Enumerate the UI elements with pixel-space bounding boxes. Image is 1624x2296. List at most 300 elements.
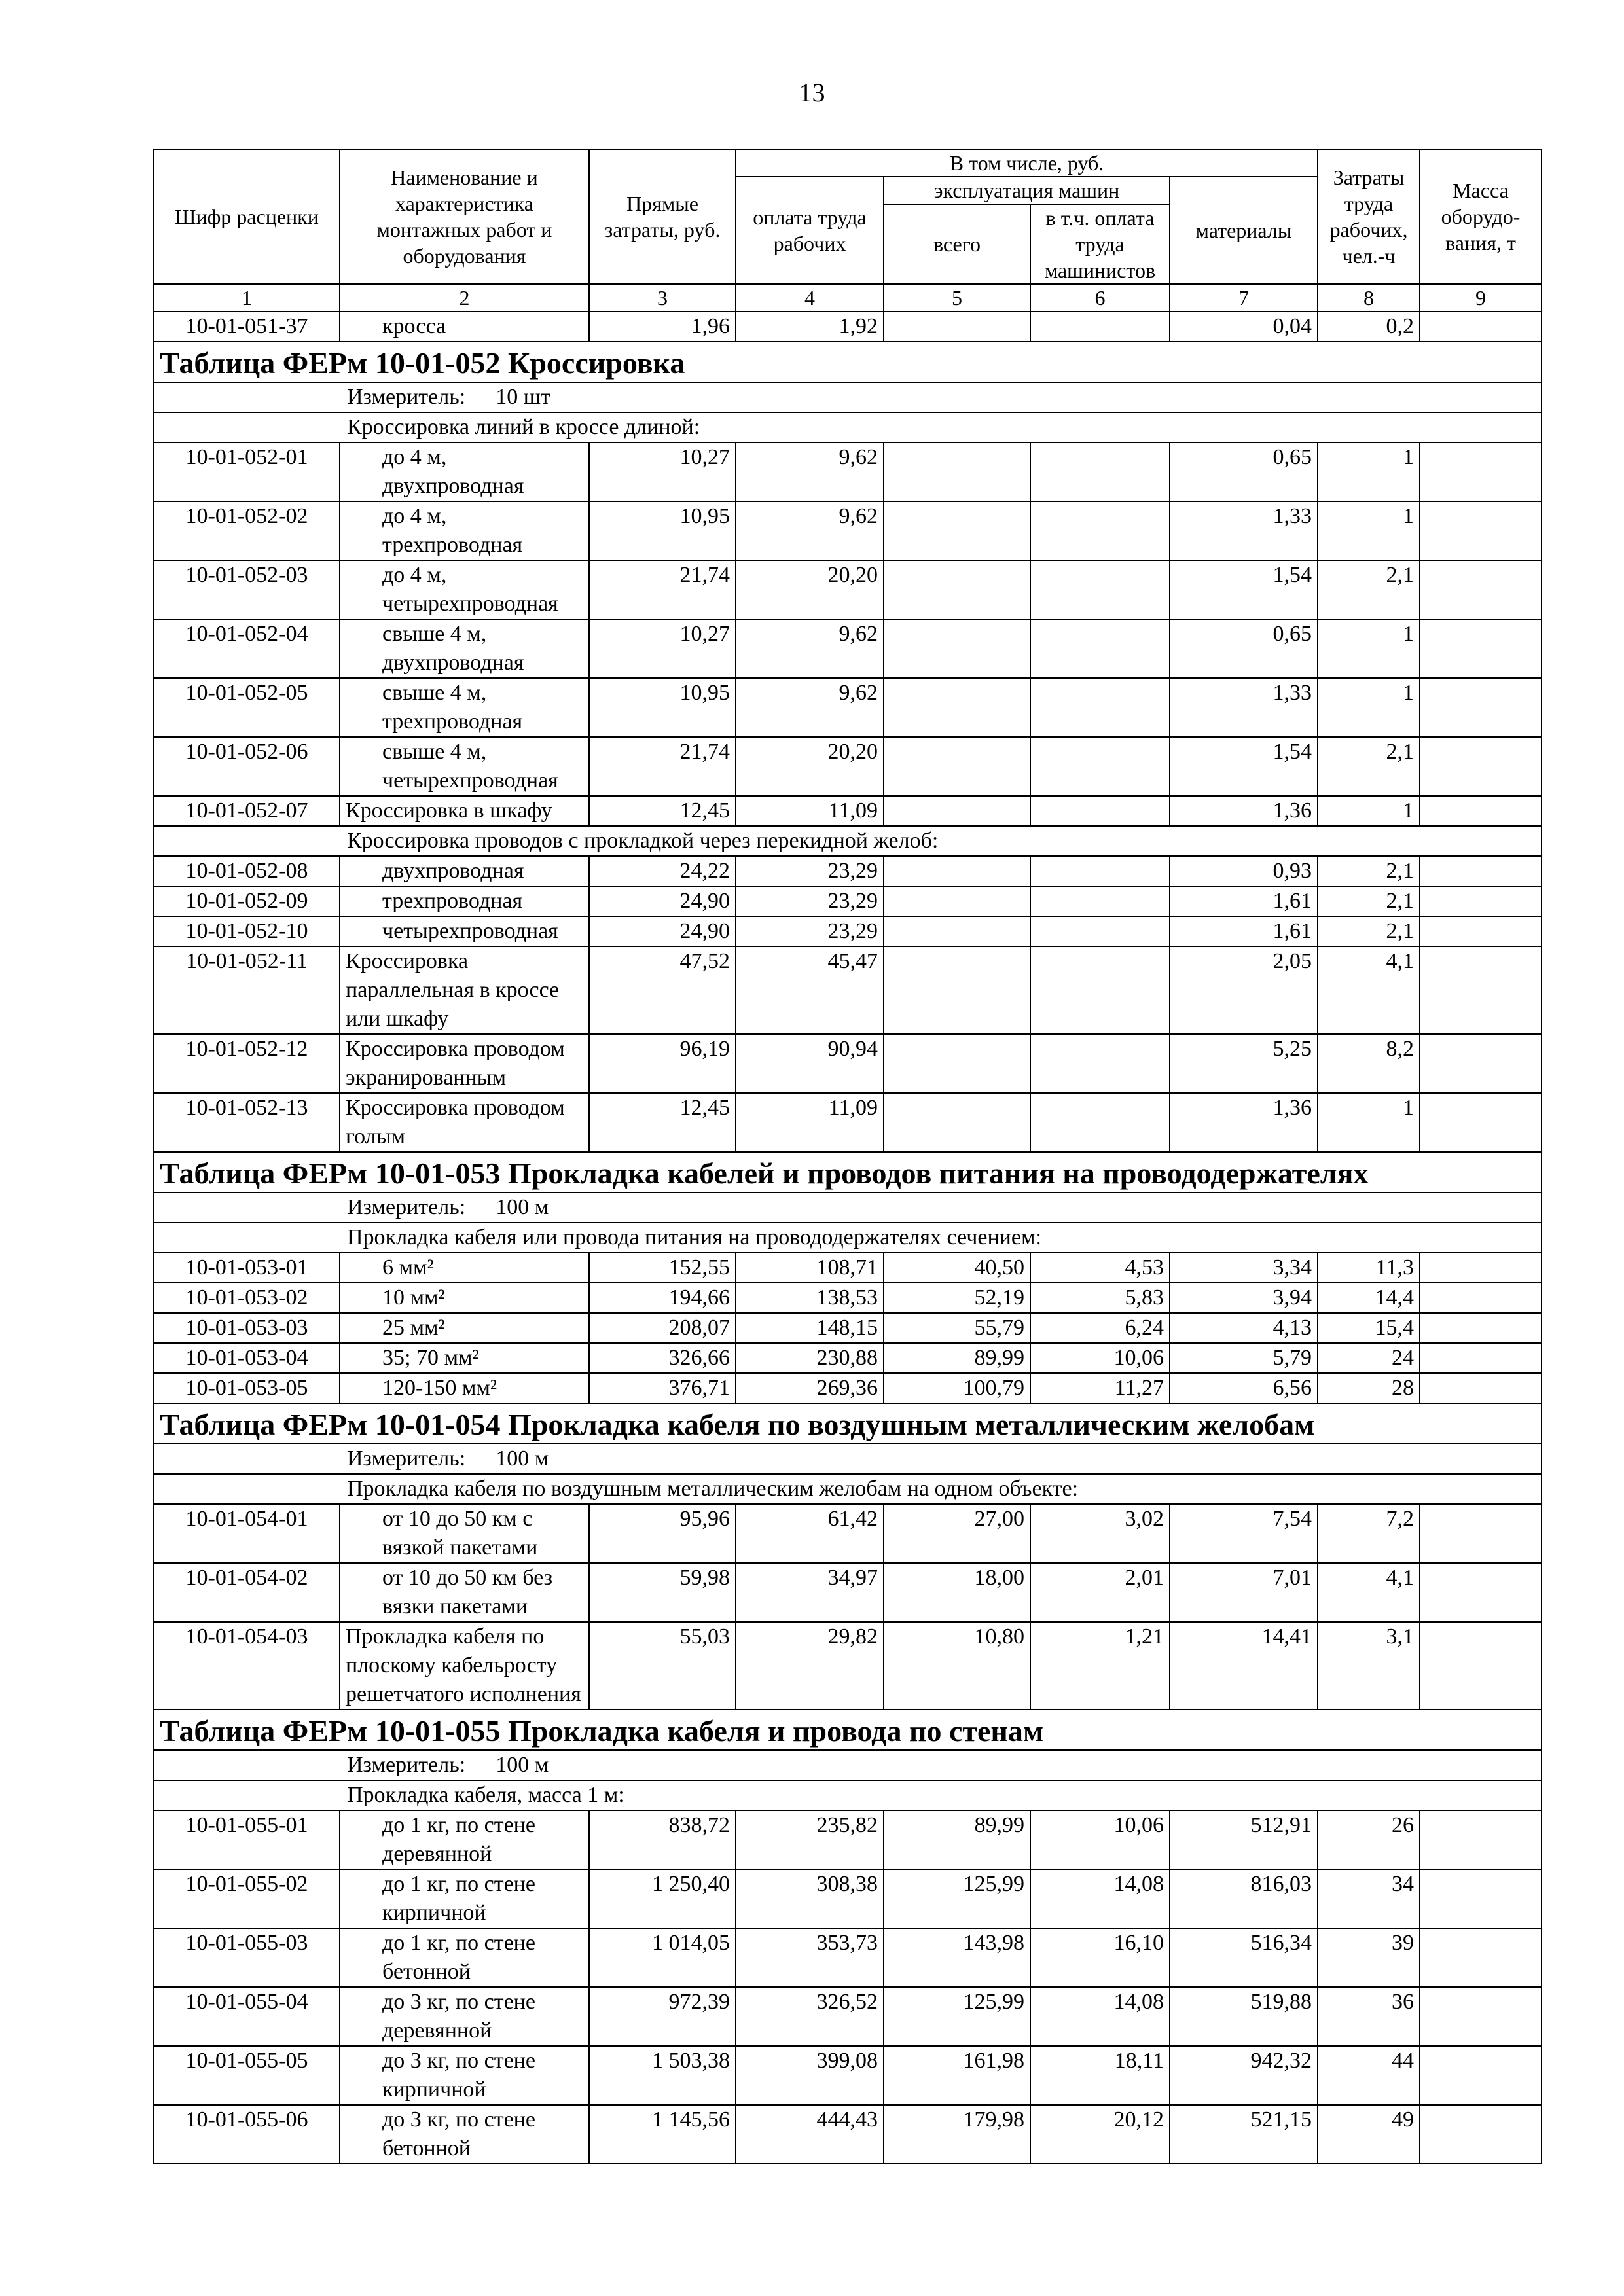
labor-pay: 9,62 — [736, 678, 884, 737]
labor-hours: 4,1 — [1318, 946, 1420, 1034]
labor-hours: 39 — [1318, 1928, 1420, 1987]
work-name: свыше 4 м, трехпроводная — [340, 678, 589, 737]
materials: 1,61 — [1170, 886, 1318, 916]
meter-value: 10 шт — [496, 385, 550, 409]
table-row — [154, 442, 1542, 501]
header-labor-cost: Затраты труда рабочих, чел.-ч — [1318, 149, 1420, 284]
materials: 816,03 — [1170, 1869, 1318, 1928]
table-row — [154, 619, 1542, 678]
materials: 1,54 — [1170, 560, 1318, 619]
rate-code: 10-01-053-02 — [154, 1283, 340, 1313]
labor-pay: 9,62 — [736, 442, 884, 501]
materials: 0,65 — [1170, 619, 1318, 678]
direct-cost: 59,98 — [589, 1563, 736, 1622]
work-name: 6 мм² — [340, 1253, 589, 1283]
operators-pay: 18,11 — [1030, 2046, 1170, 2105]
operators-pay: 11,27 — [1030, 1373, 1170, 1403]
operators-pay — [1030, 678, 1170, 737]
operators-pay — [1030, 312, 1170, 342]
machines-total — [884, 1093, 1030, 1152]
labor-hours: 2,1 — [1318, 886, 1420, 916]
operators-pay — [1030, 856, 1170, 886]
table-row — [154, 501, 1542, 560]
work-name: от 10 до 50 км без вязки пакетами — [340, 1563, 589, 1622]
machines-total: 89,99 — [884, 1810, 1030, 1869]
table-row — [154, 1373, 1542, 1403]
work-name: четырехпроводная — [340, 916, 589, 946]
materials: 0,04 — [1170, 312, 1318, 342]
materials: 3,94 — [1170, 1283, 1318, 1313]
rate-code: 10-01-053-03 — [154, 1313, 340, 1343]
labor-pay: 108,71 — [736, 1253, 884, 1283]
work-name: до 3 кг, по стене кирпичной — [340, 2046, 589, 2105]
machines-total: 40,50 — [884, 1253, 1030, 1283]
equipment-mass — [1420, 1504, 1542, 1563]
machines-total: 125,99 — [884, 1987, 1030, 2046]
header-row — [154, 149, 1542, 177]
operators-pay — [1030, 619, 1170, 678]
machines-total: 179,98 — [884, 2105, 1030, 2164]
direct-cost: 21,74 — [589, 737, 736, 796]
table-row — [154, 1034, 1542, 1093]
rate-code: 10-01-054-02 — [154, 1563, 340, 1622]
labor-hours: 15,4 — [1318, 1313, 1420, 1343]
meter-label: Измеритель: — [347, 1446, 466, 1471]
operators-pay: 3,02 — [1030, 1504, 1170, 1563]
labor-pay: 20,20 — [736, 737, 884, 796]
equipment-mass — [1420, 1313, 1542, 1343]
rate-code: 10-01-055-06 — [154, 2105, 340, 2164]
work-name: до 3 кг, по стене деревянной — [340, 1987, 589, 2046]
subtitle-row — [154, 1474, 1542, 1504]
labor-pay: 1,92 — [736, 312, 884, 342]
section-title-row — [154, 1152, 1542, 1193]
rate-code: 10-01-052-02 — [154, 501, 340, 560]
meter-label: Измеритель: — [347, 1195, 466, 1219]
rate-code: 10-01-055-03 — [154, 1928, 340, 1987]
materials: 521,15 — [1170, 2105, 1318, 2164]
labor-pay: 235,82 — [736, 1810, 884, 1869]
section-title-row — [154, 342, 1542, 382]
table-row — [154, 1869, 1542, 1928]
equipment-mass — [1420, 1622, 1542, 1710]
rate-code: 10-01-052-08 — [154, 856, 340, 886]
machines-total — [884, 560, 1030, 619]
labor-pay: 90,94 — [736, 1034, 884, 1093]
labor-pay: 138,53 — [736, 1283, 884, 1313]
meter-value: 100 м — [496, 1195, 549, 1219]
rate-code: 10-01-054-01 — [154, 1504, 340, 1563]
equipment-mass — [1420, 1869, 1542, 1928]
section-title: Таблица ФЕРм 10-01-054 Прокладка кабеля по воздушным металлическим желобам — [154, 1403, 1542, 1444]
subtitle-row — [154, 412, 1542, 442]
header-mass: Масса оборудо-вания, т — [1420, 149, 1542, 284]
direct-cost: 208,07 — [589, 1313, 736, 1343]
operators-pay: 6,24 — [1030, 1313, 1170, 1343]
operators-pay — [1030, 560, 1170, 619]
work-name: двухпроводная — [340, 856, 589, 886]
table-row — [154, 916, 1542, 946]
equipment-mass — [1420, 501, 1542, 560]
header-including: В том числе, руб. — [736, 149, 1318, 177]
column-number: 2 — [340, 284, 589, 312]
direct-cost: 96,19 — [589, 1034, 736, 1093]
labor-hours: 1 — [1318, 1093, 1420, 1152]
operators-pay: 5,83 — [1030, 1283, 1170, 1313]
operators-pay: 1,21 — [1030, 1622, 1170, 1710]
work-name: до 1 кг, по стене кирпичной — [340, 1869, 589, 1928]
materials: 512,91 — [1170, 1810, 1318, 1869]
equipment-mass — [1420, 1283, 1542, 1313]
equipment-mass — [1420, 1034, 1542, 1093]
header-machines: эксплуатация машин — [884, 177, 1170, 204]
equipment-mass — [1420, 312, 1542, 342]
machines-total — [884, 442, 1030, 501]
header-operators-pay: в т.ч. оплата труда машинистов — [1030, 204, 1170, 284]
labor-hours: 7,2 — [1318, 1504, 1420, 1563]
work-name: 10 мм² — [340, 1283, 589, 1313]
work-name: Прокладка кабеля по плоскому кабельросту решетчатого исполнения — [340, 1622, 589, 1710]
machines-total: 18,00 — [884, 1563, 1030, 1622]
header-name: Наименование и характеристика монтажных работ и оборудования — [340, 149, 589, 284]
labor-pay: 444,43 — [736, 2105, 884, 2164]
direct-cost: 10,27 — [589, 442, 736, 501]
rate-code: 10-01-055-02 — [154, 1869, 340, 1928]
direct-cost: 10,95 — [589, 501, 736, 560]
direct-cost: 1 014,05 — [589, 1928, 736, 1987]
materials: 3,34 — [1170, 1253, 1318, 1283]
equipment-mass — [1420, 1093, 1542, 1152]
equipment-mass — [1420, 678, 1542, 737]
machines-total — [884, 737, 1030, 796]
machines-total: 10,80 — [884, 1622, 1030, 1710]
labor-pay: 45,47 — [736, 946, 884, 1034]
operators-pay — [1030, 737, 1170, 796]
rate-code: 10-01-055-05 — [154, 2046, 340, 2105]
labor-pay: 9,62 — [736, 619, 884, 678]
direct-cost: 838,72 — [589, 1810, 736, 1869]
rate-code: 10-01-052-05 — [154, 678, 340, 737]
rate-code: 10-01-052-09 — [154, 886, 340, 916]
direct-cost: 10,27 — [589, 619, 736, 678]
machines-total: 143,98 — [884, 1928, 1030, 1987]
rate-code: 10-01-053-04 — [154, 1343, 340, 1373]
section-title-row — [154, 1710, 1542, 1750]
labor-pay: 23,29 — [736, 886, 884, 916]
subtitle-row — [154, 826, 1542, 856]
header-materials: материалы — [1170, 177, 1318, 284]
machines-total: 55,79 — [884, 1313, 1030, 1343]
header-labor: оплата труда рабочих — [736, 177, 884, 284]
operators-pay: 2,01 — [1030, 1563, 1170, 1622]
machines-total: 125,99 — [884, 1869, 1030, 1928]
machines-total — [884, 886, 1030, 916]
labor-pay: 308,38 — [736, 1869, 884, 1928]
equipment-mass — [1420, 2105, 1542, 2164]
operators-pay: 4,53 — [1030, 1253, 1170, 1283]
labor-pay: 9,62 — [736, 501, 884, 560]
table-row — [154, 1987, 1542, 2046]
meter-row — [154, 1193, 1542, 1223]
operators-pay — [1030, 886, 1170, 916]
machines-total — [884, 501, 1030, 560]
materials: 6,56 — [1170, 1373, 1318, 1403]
group-subtitle: Прокладка кабеля по воздушным металлическим желобам на одном объекте: — [154, 1474, 1542, 1504]
labor-hours: 2,1 — [1318, 737, 1420, 796]
labor-pay: 148,15 — [736, 1313, 884, 1343]
header-machines-total: всего — [884, 204, 1030, 284]
table-row — [154, 1622, 1542, 1710]
materials: 0,65 — [1170, 442, 1318, 501]
work-name: свыше 4 м, двухпроводная — [340, 619, 589, 678]
table-body — [154, 149, 1542, 2164]
equipment-mass — [1420, 442, 1542, 501]
equipment-mass — [1420, 916, 1542, 946]
materials: 7,01 — [1170, 1563, 1318, 1622]
materials: 519,88 — [1170, 1987, 1318, 2046]
work-name: до 1 кг, по стене бетонной — [340, 1928, 589, 1987]
column-number: 9 — [1420, 284, 1542, 312]
work-name: трехпроводная — [340, 886, 589, 916]
materials: 1,33 — [1170, 501, 1318, 560]
labor-pay: 23,29 — [736, 916, 884, 946]
operators-pay — [1030, 1034, 1170, 1093]
subtitle-row — [154, 1780, 1542, 1810]
group-subtitle: Кроссировка линий в кроссе длиной: — [154, 412, 1542, 442]
direct-cost: 24,22 — [589, 856, 736, 886]
direct-cost: 1 503,38 — [589, 2046, 736, 2105]
labor-pay: 11,09 — [736, 796, 884, 826]
labor-hours: 36 — [1318, 1987, 1420, 2046]
labor-pay: 11,09 — [736, 1093, 884, 1152]
column-number: 8 — [1318, 284, 1420, 312]
labor-hours: 34 — [1318, 1869, 1420, 1928]
group-subtitle: Прокладка кабеля, масса 1 м: — [154, 1780, 1542, 1810]
table-row — [154, 1928, 1542, 1987]
header-direct: Прямые затраты, руб. — [589, 149, 736, 284]
table-row — [154, 312, 1542, 342]
table-row — [154, 1563, 1542, 1622]
operators-pay: 14,08 — [1030, 1987, 1170, 2046]
work-name: 25 мм² — [340, 1313, 589, 1343]
materials: 516,34 — [1170, 1928, 1318, 1987]
rates-table — [153, 149, 1542, 2164]
table-row — [154, 2046, 1542, 2105]
direct-cost: 10,95 — [589, 678, 736, 737]
equipment-mass — [1420, 1563, 1542, 1622]
labor-hours: 2,1 — [1318, 560, 1420, 619]
machines-total — [884, 1034, 1030, 1093]
work-name: свыше 4 м, четырехпроводная — [340, 737, 589, 796]
meter — [154, 382, 1542, 412]
materials: 14,41 — [1170, 1622, 1318, 1710]
operators-pay — [1030, 796, 1170, 826]
machines-total — [884, 916, 1030, 946]
work-name: до 4 м, трехпроводная — [340, 501, 589, 560]
labor-hours: 2,1 — [1318, 856, 1420, 886]
table-row — [154, 1313, 1542, 1343]
labor-hours: 3,1 — [1318, 1622, 1420, 1710]
direct-cost: 12,45 — [589, 1093, 736, 1152]
work-name: 35; 70 мм² — [340, 1343, 589, 1373]
table-row — [154, 856, 1542, 886]
equipment-mass — [1420, 1987, 1542, 2046]
labor-hours: 1 — [1318, 796, 1420, 826]
table-row — [154, 1093, 1542, 1152]
meter-row — [154, 382, 1542, 412]
machines-total — [884, 312, 1030, 342]
rate-code: 10-01-052-12 — [154, 1034, 340, 1093]
materials: 4,13 — [1170, 1313, 1318, 1343]
equipment-mass — [1420, 1253, 1542, 1283]
rate-code: 10-01-052-03 — [154, 560, 340, 619]
header-code: Шифр расценки — [154, 149, 340, 284]
rate-code: 10-01-052-04 — [154, 619, 340, 678]
labor-hours: 4,1 — [1318, 1563, 1420, 1622]
labor-pay: 20,20 — [736, 560, 884, 619]
equipment-mass — [1420, 1343, 1542, 1373]
equipment-mass — [1420, 619, 1542, 678]
materials: 1,61 — [1170, 916, 1318, 946]
labor-hours: 49 — [1318, 2105, 1420, 2164]
direct-cost: 152,55 — [589, 1253, 736, 1283]
machines-total — [884, 796, 1030, 826]
column-number: 1 — [154, 284, 340, 312]
materials: 5,25 — [1170, 1034, 1318, 1093]
machines-total: 52,19 — [884, 1283, 1030, 1313]
table-row — [154, 737, 1542, 796]
work-name: Кроссировка проводом экранированным — [340, 1034, 589, 1093]
work-name: Кроссировка проводом голым — [340, 1093, 589, 1152]
materials: 1,36 — [1170, 1093, 1318, 1152]
table-row — [154, 2105, 1542, 2164]
materials: 1,36 — [1170, 796, 1318, 826]
rate-code: 10-01-053-01 — [154, 1253, 340, 1283]
labor-pay: 34,97 — [736, 1563, 884, 1622]
group-subtitle: Прокладка кабеля или провода питания на провододержателях сечением: — [154, 1223, 1542, 1253]
materials: 942,32 — [1170, 2046, 1318, 2105]
rate-code: 10-01-055-01 — [154, 1810, 340, 1869]
table-row — [154, 946, 1542, 1034]
labor-hours: 1 — [1318, 442, 1420, 501]
page-number: 13 — [799, 78, 825, 107]
labor-hours: 24 — [1318, 1343, 1420, 1373]
meter — [154, 1193, 1542, 1223]
table-row — [154, 1283, 1542, 1313]
labor-hours: 28 — [1318, 1373, 1420, 1403]
machines-total: 89,99 — [884, 1343, 1030, 1373]
rate-code: 10-01-051-37 — [154, 312, 340, 342]
table-row — [154, 1810, 1542, 1869]
labor-hours: 0,2 — [1318, 312, 1420, 342]
rate-code: 10-01-052-13 — [154, 1093, 340, 1152]
meter — [154, 1750, 1542, 1780]
direct-cost: 24,90 — [589, 886, 736, 916]
work-name: до 1 кг, по стене деревянной — [340, 1810, 589, 1869]
rate-code: 10-01-053-05 — [154, 1373, 340, 1403]
direct-cost: 1 145,56 — [589, 2105, 736, 2164]
direct-cost: 1,96 — [589, 312, 736, 342]
meter-value: 100 м — [496, 1753, 549, 1777]
labor-hours: 44 — [1318, 2046, 1420, 2105]
direct-cost: 95,96 — [589, 1504, 736, 1563]
equipment-mass — [1420, 796, 1542, 826]
materials: 1,33 — [1170, 678, 1318, 737]
materials: 7,54 — [1170, 1504, 1318, 1563]
work-name: Кроссировка в шкафу — [340, 796, 589, 826]
table-row — [154, 560, 1542, 619]
equipment-mass — [1420, 737, 1542, 796]
labor-hours: 1 — [1318, 501, 1420, 560]
labor-hours: 26 — [1318, 1810, 1420, 1869]
direct-cost: 972,39 — [589, 1987, 736, 2046]
equipment-mass — [1420, 886, 1542, 916]
rate-code: 10-01-052-07 — [154, 796, 340, 826]
work-name: до 4 м, четырехпроводная — [340, 560, 589, 619]
machines-total: 27,00 — [884, 1504, 1030, 1563]
table-row — [154, 796, 1542, 826]
labor-pay: 23,29 — [736, 856, 884, 886]
work-name: кросса — [340, 312, 589, 342]
equipment-mass — [1420, 856, 1542, 886]
section-title: Таблица ФЕРм 10-01-053 Прокладка кабелей и проводов питания на провододержателях — [154, 1152, 1542, 1193]
labor-pay: 326,52 — [736, 1987, 884, 2046]
equipment-mass — [1420, 1810, 1542, 1869]
operators-pay: 10,06 — [1030, 1343, 1170, 1373]
direct-cost: 21,74 — [589, 560, 736, 619]
section-title: Таблица ФЕРм 10-01-055 Прокладка кабеля и провода по стенам — [154, 1710, 1542, 1750]
rate-code: 10-01-052-10 — [154, 916, 340, 946]
machines-total — [884, 678, 1030, 737]
labor-hours: 1 — [1318, 619, 1420, 678]
equipment-mass — [1420, 1373, 1542, 1403]
column-numbers-row — [154, 284, 1542, 312]
materials: 5,79 — [1170, 1343, 1318, 1373]
operators-pay — [1030, 1093, 1170, 1152]
direct-cost: 24,90 — [589, 916, 736, 946]
materials: 1,54 — [1170, 737, 1318, 796]
meter-value: 100 м — [496, 1446, 549, 1471]
work-name: 120-150 мм² — [340, 1373, 589, 1403]
direct-cost: 55,03 — [589, 1622, 736, 1710]
direct-cost: 376,71 — [589, 1373, 736, 1403]
operators-pay: 16,10 — [1030, 1928, 1170, 1987]
group-subtitle: Кроссировка проводов с прокладкой через перекидной желоб: — [154, 826, 1542, 856]
work-name: до 4 м, двухпроводная — [340, 442, 589, 501]
equipment-mass — [1420, 946, 1542, 1034]
operators-pay — [1030, 501, 1170, 560]
labor-hours: 8,2 — [1318, 1034, 1420, 1093]
direct-cost: 47,52 — [589, 946, 736, 1034]
direct-cost: 1 250,40 — [589, 1869, 736, 1928]
table-row — [154, 1504, 1542, 1563]
labor-pay: 230,88 — [736, 1343, 884, 1373]
machines-total: 100,79 — [884, 1373, 1030, 1403]
column-number: 4 — [736, 284, 884, 312]
meter — [154, 1444, 1542, 1474]
labor-hours: 1 — [1318, 678, 1420, 737]
meter-row — [154, 1444, 1542, 1474]
rate-code: 10-01-052-11 — [154, 946, 340, 1034]
column-number: 3 — [589, 284, 736, 312]
column-number: 7 — [1170, 284, 1318, 312]
operators-pay: 20,12 — [1030, 2105, 1170, 2164]
work-name: Кроссировка параллельная в кроссе или шкафу — [340, 946, 589, 1034]
operators-pay: 14,08 — [1030, 1869, 1170, 1928]
table-row — [154, 886, 1542, 916]
equipment-mass — [1420, 2046, 1542, 2105]
operators-pay — [1030, 916, 1170, 946]
